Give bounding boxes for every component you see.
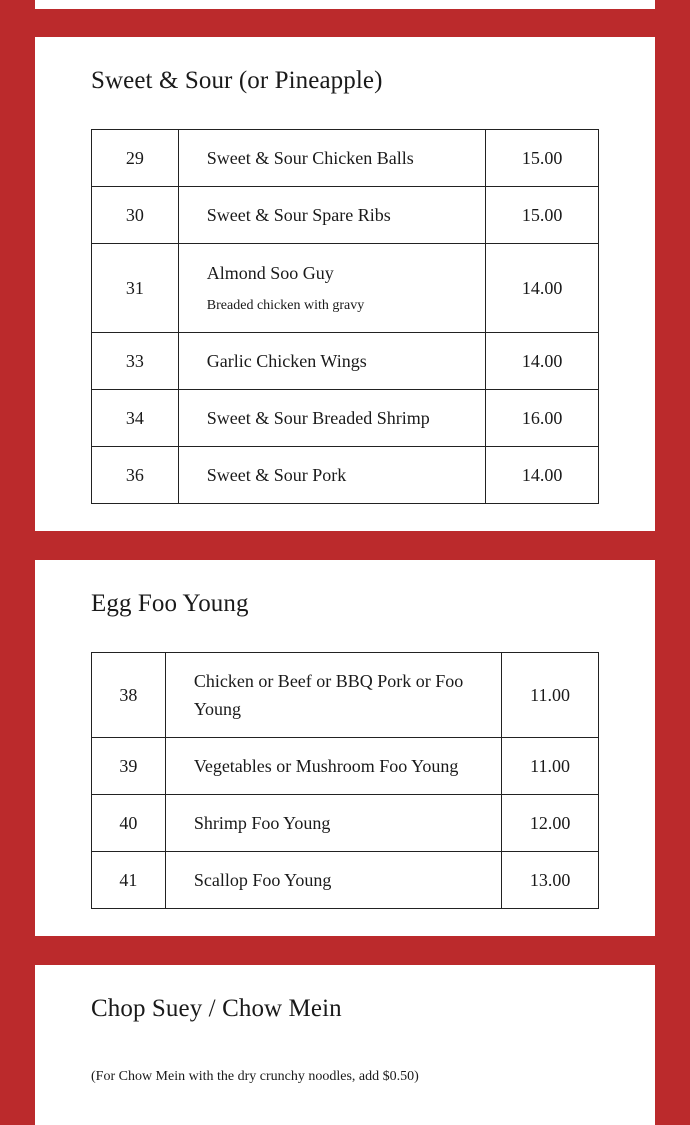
item-name-cell	[178, 244, 485, 333]
section-note: (For Chow Mein with the dry crunchy noodles, add $0.50)	[91, 1069, 419, 1084]
item-number: 33	[92, 333, 179, 390]
item-price: 16.00	[486, 390, 599, 447]
menu-table	[91, 652, 599, 909]
table-row	[92, 653, 599, 738]
item-price: 15.00	[486, 187, 599, 244]
item-name: Sweet & Sour Breaded Shrimp	[178, 390, 485, 447]
item-name: Sweet & Sour Pork	[178, 447, 485, 504]
item-number: 31	[92, 244, 179, 333]
item-name: Sweet & Sour Spare Ribs	[178, 187, 485, 244]
item-price: 13.00	[502, 852, 599, 909]
item-name: Vegetables or Mushroom Foo Young	[165, 738, 501, 795]
item-number: 34	[92, 390, 179, 447]
table-row	[92, 390, 599, 447]
menu-card-previous	[35, 0, 655, 9]
item-name: Scallop Foo Young	[165, 852, 501, 909]
item-number: 40	[92, 795, 166, 852]
item-name: Shrimp Foo Young	[165, 795, 501, 852]
item-price: 14.00	[486, 333, 599, 390]
item-number: 39	[92, 738, 166, 795]
item-name: Sweet & Sour Chicken Balls	[178, 130, 485, 187]
item-name: Chicken or Beef or BBQ Pork or Foo Young	[165, 653, 501, 738]
table-row	[92, 738, 599, 795]
item-number: 30	[92, 187, 179, 244]
item-number: 38	[92, 653, 166, 738]
item-price: 15.00	[486, 130, 599, 187]
item-price: 11.00	[502, 653, 599, 738]
section-title: Chop Suey / Chow Mein	[91, 995, 342, 1022]
menu-section-egg-foo-young	[35, 560, 655, 936]
item-price: 14.00	[486, 244, 599, 333]
menu-section-chop-suey	[35, 965, 655, 1125]
item-name: Almond Soo Guy	[206, 262, 334, 283]
item-number: 36	[92, 447, 179, 504]
table-row	[92, 244, 599, 333]
item-price: 14.00	[486, 447, 599, 504]
section-title: Sweet & Sour (or Pineapple)	[91, 67, 383, 94]
item-description: Breaded chicken with gravy	[206, 297, 365, 313]
table-row	[92, 187, 599, 244]
item-price: 11.00	[502, 738, 599, 795]
table-row	[92, 795, 599, 852]
menu-table	[91, 129, 599, 504]
item-number: 29	[92, 130, 179, 187]
menu-section-sweet-sour	[35, 37, 655, 531]
item-number: 41	[92, 852, 166, 909]
table-row	[92, 852, 599, 909]
item-price: 12.00	[502, 795, 599, 852]
table-row	[92, 130, 599, 187]
item-name: Garlic Chicken Wings	[178, 333, 485, 390]
section-title: Egg Foo Young	[91, 590, 249, 617]
table-row	[92, 447, 599, 504]
table-row	[92, 333, 599, 390]
